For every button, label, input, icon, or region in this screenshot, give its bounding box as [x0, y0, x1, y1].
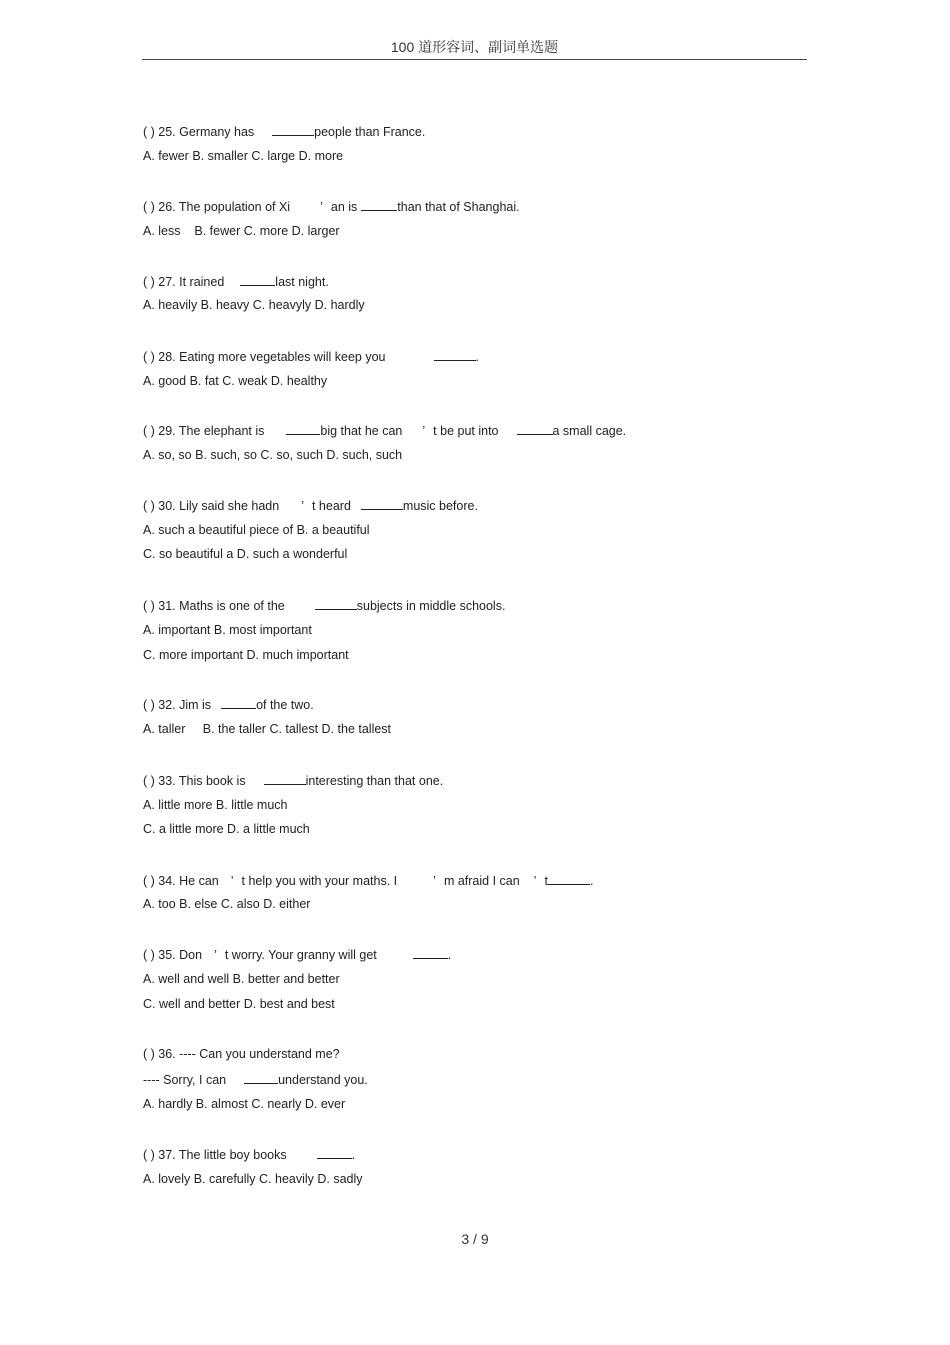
question-32: ( ) 32. Jim is of the two. — [143, 698, 314, 712]
answer-blank — [317, 1146, 352, 1159]
page-number: 3 / 9 — [461, 1231, 489, 1247]
question-25-options: A. fewer B. smaller C. large D. more — [143, 149, 344, 163]
question-27: ( ) 27. It rained last night. — [143, 275, 329, 289]
question-27-options: A. heavily B. heavy C. heavyly D. hardly — [143, 298, 365, 312]
header-divider — [142, 59, 807, 60]
answer-blank — [413, 946, 448, 959]
answer-blank — [264, 772, 306, 785]
question-36-reply: ---- Sorry, I can understand you. — [143, 1073, 368, 1087]
question-30-options-2: C. so beautiful a D. such a wonderful — [143, 547, 348, 561]
answer-blank — [221, 696, 256, 709]
question-34: ( ) 34. He can ’ t help you with your maths. I ’ m afraid I can ’ t . — [143, 874, 594, 888]
question-32-options: A. taller B. the taller C. tallest D. the tallest — [143, 722, 392, 736]
question-30-options-1: A. such a beautiful piece of B. a beautiful — [143, 523, 370, 537]
question-28-options: A. good B. fat C. weak D. healthy — [143, 374, 328, 388]
question-37-options: A. lovely B. carefully C. heavily D. sadly — [143, 1172, 363, 1186]
answer-blank — [548, 872, 590, 885]
answer-blank — [286, 422, 320, 435]
question-37: ( ) 37. The little boy books . — [143, 1148, 356, 1162]
answer-blank — [434, 348, 476, 361]
question-26: ( ) 26. The population of Xi ’ an is than that of Shanghai. — [143, 200, 520, 214]
question-31-options-1: A. important B. most important — [143, 623, 312, 637]
question-25: ( ) 25. Germany has people than France. — [143, 125, 426, 139]
question-34-options: A. too B. else C. also D. either — [143, 897, 311, 911]
question-35-options-1: A. well and well B. better and better — [143, 972, 340, 986]
answer-blank — [244, 1071, 278, 1084]
question-29-options: A. so, so B. such, so C. so, such D. such, such — [143, 448, 403, 462]
question-33-options-2: C. a little more D. a little much — [143, 822, 310, 836]
question-33-options-1: A. little more B. little much — [143, 798, 288, 812]
question-30: ( ) 30. Lily said she hadn ’ t heard music before. — [143, 499, 478, 513]
question-36: ( ) 36. ---- Can you understand me? — [143, 1047, 340, 1061]
question-36-options: A. hardly B. almost C. nearly D. ever — [143, 1097, 346, 1111]
question-26-options: A. less B. fewer C. more D. larger — [143, 224, 340, 238]
answer-blank — [272, 123, 314, 136]
question-28: ( ) 28. Eating more vegetables will keep you . — [143, 350, 479, 364]
question-33: ( ) 33. This book is interesting than that one. — [143, 774, 444, 788]
answer-blank — [361, 497, 403, 510]
question-35: ( ) 35. Don ’ t worry. Your granny will get . — [143, 948, 452, 962]
question-29: ( ) 29. The elephant is big that he can ’ t be put into a small cage. — [143, 424, 627, 438]
question-35-options-2: C. well and better D. best and best — [143, 997, 335, 1011]
question-31-options-2: C. more important D. much important — [143, 648, 349, 662]
question-31: ( ) 31. Maths is one of the subjects in middle schools. — [143, 599, 506, 613]
answer-blank — [240, 273, 275, 286]
answer-blank — [517, 422, 553, 435]
page-header-title: 100 道形容词、副词单选题 — [390, 39, 559, 55]
answer-blank — [361, 198, 397, 211]
answer-blank — [315, 597, 357, 610]
